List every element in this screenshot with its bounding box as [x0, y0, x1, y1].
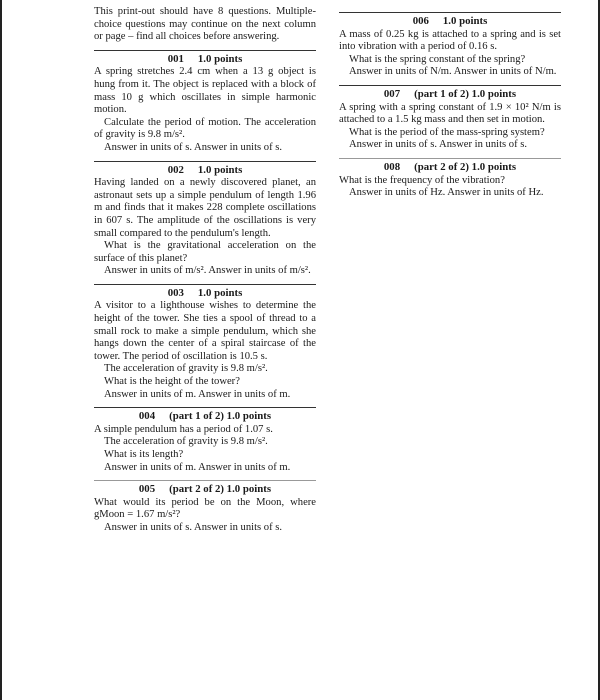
- question-text: Calculate the period of motion. The acceleration of gravity is 9.8 m/s².: [94, 116, 316, 141]
- question-003: [94, 284, 316, 401]
- question-points: 1.0 points: [197, 286, 243, 299]
- question-text: What is its length?: [104, 449, 184, 460]
- question-text: Answer in units of m. Answer in units of m.: [104, 388, 291, 400]
- question-header: [94, 287, 316, 300]
- question-number: 001: [167, 52, 184, 65]
- intro-text: This print-out should have 8 questions. Multiple-choice questions may continue on the next column or page – find all choices before answering.: [94, 6, 316, 43]
- question-header: [94, 53, 316, 66]
- question-text: A spring stretches 2.4 cm when a 13 g object is hung from it. The object is replaced with a block of mass 10 g which oscillates in simple harmonic motion.: [94, 66, 316, 116]
- question-text: What is the height of the tower?: [104, 376, 240, 388]
- question-points: 1.0 points: [197, 163, 243, 176]
- question-text: Answer in units of N/m. Answer in units of N/m.: [349, 66, 557, 78]
- question-text: Answer in units of Hz. Answer in units of Hz.: [349, 187, 544, 199]
- question-text: Answer in units of m. Answer in units of m.: [104, 461, 291, 473]
- right-questions: [339, 12, 561, 200]
- question-points: 1.0 points: [442, 15, 488, 27]
- question-text: Answer in units of s. Answer in units of s.: [104, 141, 283, 153]
- question-points: (part 1 of 2) 1.0 points: [414, 87, 517, 100]
- question-points: 1.0 points: [197, 52, 243, 65]
- question-004: [94, 407, 316, 474]
- question-divider: [339, 158, 561, 159]
- question-number: 008: [383, 160, 401, 173]
- question-divider: [94, 480, 316, 481]
- question-text: What is the spring constant of the spring?: [349, 53, 526, 65]
- question-divider: [94, 50, 316, 51]
- question-divider: [94, 161, 316, 162]
- question-text: The acceleration of gravity is 9.8 m/s².: [104, 363, 268, 375]
- question-text: A simple pendulum has a period of 1.07 s.: [94, 423, 273, 435]
- question-number: 005: [138, 483, 156, 496]
- question-005: [94, 480, 316, 534]
- question-text: What is the frequency of the vibration?: [339, 174, 505, 186]
- question-points: (part 1 of 2) 1.0 points: [169, 410, 272, 423]
- question-number: 004: [138, 410, 156, 423]
- question-header: [94, 164, 316, 177]
- question-header: [94, 483, 316, 496]
- question-007: [339, 85, 561, 152]
- question-number: 007: [383, 87, 401, 100]
- question-number: 003: [167, 286, 184, 299]
- question-text: A visitor to a lighthouse wishes to determine the height of the tower. She ties a spool of thread to a small rock to make a simple pendulum, which she hangs down the center of a spiral staircase of the tower. The period of oscillation is 10.5 s.: [94, 300, 316, 362]
- question-number: 006: [412, 15, 429, 27]
- question-header: [94, 410, 316, 423]
- question-text: The acceleration of gravity is 9.8 m/s².: [104, 436, 268, 448]
- left-column: [94, 6, 316, 535]
- question-text: A mass of 0.25 kg is attached to a spring and is set into vibration with a period of 0.16 s.: [339, 28, 561, 53]
- question-divider: [339, 12, 561, 13]
- question-text: Answer in units of m/s². Answer in units of m/s².: [104, 265, 311, 277]
- question-number: 002: [167, 163, 184, 176]
- question-points: (part 2 of 2) 1.0 points: [169, 483, 272, 496]
- question-text: Having landed on a newly discovered planet, an astronaut sets up a simple pendulum of length 1.96 m and finds that it makes 228 complete oscillations in 607 s. The amplitude of the oscillations is very small compared to the pendulum's length.: [94, 177, 316, 239]
- left-questions: [94, 50, 316, 535]
- question-002: [94, 161, 316, 278]
- question-text: A spring with a spring constant of 1.9 × 10² N/m is attached to a 1.5 kg mass and then set in motion.: [339, 101, 561, 126]
- question-text: Answer in units of s. Answer in units of s.: [104, 521, 283, 533]
- question-divider: [94, 407, 316, 408]
- question-text: What is the gravitational acceleration on the surface of this planet?: [94, 240, 316, 264]
- question-006: [339, 12, 561, 79]
- question-text: Answer in units of s. Answer in units of s.: [349, 139, 528, 151]
- question-text: What would its period be on the Moon, where gMoon = 1.67 m/s²?: [94, 496, 316, 521]
- question-divider: [94, 284, 316, 285]
- question-points: (part 2 of 2) 1.0 points: [414, 160, 517, 173]
- question-header: [339, 161, 561, 174]
- question-008: [339, 158, 561, 200]
- question-header: [339, 15, 561, 28]
- question-text: What is the period of the mass-spring system?: [349, 126, 545, 138]
- question-001: [94, 50, 316, 155]
- right-column: [339, 6, 561, 200]
- question-header: [339, 88, 561, 101]
- question-divider: [339, 85, 561, 86]
